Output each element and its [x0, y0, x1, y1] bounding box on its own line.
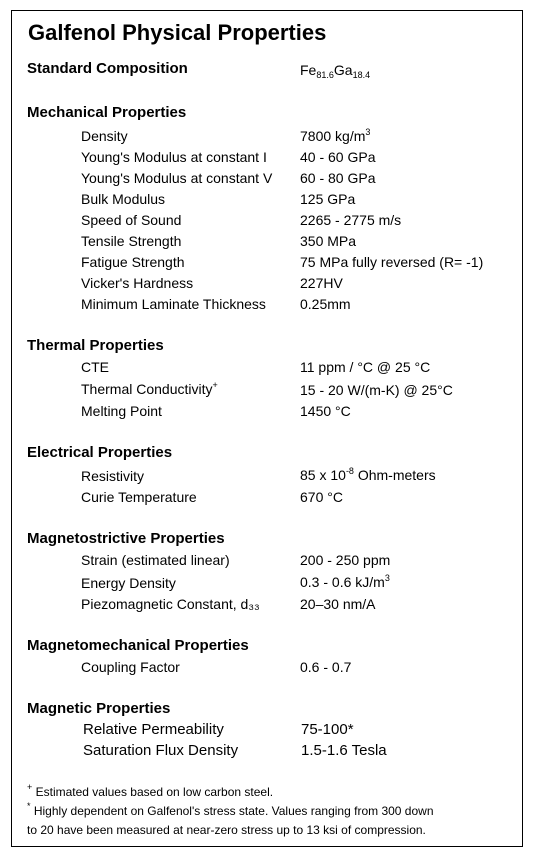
- thermal-properties-heading: Thermal Properties: [27, 337, 164, 354]
- piezomagnetic-constant-label: Piezomagnetic Constant, d₃₃: [81, 596, 260, 612]
- mechanical-properties-heading: Mechanical Properties: [27, 104, 187, 121]
- thermal-conductivity-label: Thermal Conductivity+: [81, 380, 218, 397]
- property-label: Fatigue Strength: [81, 254, 185, 270]
- magnetomechanical-properties-heading: Magnetomechanical Properties: [27, 637, 249, 654]
- standard-composition-value: $Fe_{81.6}Ga_{18.4}$: [300, 62, 371, 80]
- energy-density-label: Energy Density: [81, 575, 176, 591]
- magnetic-properties-heading: Magnetic Properties: [27, 700, 171, 717]
- curie-temperature-value: 670 °C: [300, 489, 343, 505]
- property-value: 2265 - 2775 m/s: [300, 212, 402, 228]
- magnetostrictive-properties-heading: Magnetostrictive Properties: [27, 530, 225, 547]
- property-label: Tensile Strength: [81, 233, 182, 249]
- density-value: 7800 $kg/m^3$: [300, 127, 371, 144]
- footnote-asterisk-line-1: * Highly dependent on Galfenol's stress state. Values ranging from 300 down: [27, 801, 434, 818]
- resistivity-label: Resistivity: [81, 468, 145, 484]
- energy-density-value: 0.3 - 0.6 $kJ/m^3$: [300, 573, 390, 590]
- relative-permeability-value: 75-100*: [301, 721, 354, 738]
- property-label: Young's Modulus at constant I: [81, 149, 267, 165]
- melting-point-label: Melting Point: [81, 403, 162, 419]
- property-label: Speed of Sound: [81, 212, 182, 228]
- strain-label: Strain (estimated linear): [81, 552, 230, 568]
- density-label: Density: [81, 128, 128, 144]
- property-value: 40 - 60 GPa: [300, 149, 376, 165]
- page-title: Galfenol Physical Properties: [28, 20, 327, 45]
- property-label: Vicker's Hardness: [81, 275, 194, 291]
- melting-point-value: 1450 °C: [300, 403, 351, 419]
- property-label: Young's Modulus at constant V: [81, 170, 273, 186]
- property-value: 60 - 80 GPa: [300, 170, 376, 186]
- resistivity-value: 85 x $10^{-8}$ Ohm-meters: [300, 466, 436, 483]
- saturation-flux-density-value: 1.5-1.6 Tesla: [301, 742, 387, 759]
- property-label: Bulk Modulus: [81, 191, 166, 207]
- cte-value: 11 ppm / °C @ 25 °C: [300, 359, 431, 375]
- footnote-plus: + Estimated values based on low carbon steel.: [27, 782, 274, 799]
- thermal-conductivity-value: 15 - 20 W/(m-K) @ 25°C: [300, 382, 453, 398]
- property-value: 227HV: [300, 275, 343, 291]
- relative-permeability-label: Relative Permeability: [83, 721, 224, 738]
- curie-temperature-label: Curie Temperature: [81, 489, 197, 505]
- property-value: 75 MPa fully reversed (R= -1): [300, 254, 484, 270]
- cte-label: CTE: [81, 359, 109, 375]
- piezomagnetic-constant-value: 20–30 nm/A: [300, 596, 376, 612]
- property-value: 125 GPa: [300, 191, 356, 207]
- strain-value: 200 - 250 ppm: [300, 552, 391, 568]
- footnote-asterisk-line-2: to 20 have been measured at near-zero stress up to 13 ksi of compression.: [27, 823, 426, 837]
- coupling-factor-label: Coupling Factor: [81, 659, 180, 675]
- property-value: 350 MPa: [300, 233, 357, 249]
- standard-composition-label: Standard Composition: [27, 60, 188, 77]
- saturation-flux-density-label: Saturation Flux Density: [83, 742, 239, 759]
- property-label: Minimum Laminate Thickness: [81, 296, 266, 312]
- property-value: 0.25mm: [300, 296, 351, 312]
- coupling-factor-value: 0.6 - 0.7: [300, 659, 352, 675]
- electrical-properties-heading: Electrical Properties: [27, 444, 173, 461]
